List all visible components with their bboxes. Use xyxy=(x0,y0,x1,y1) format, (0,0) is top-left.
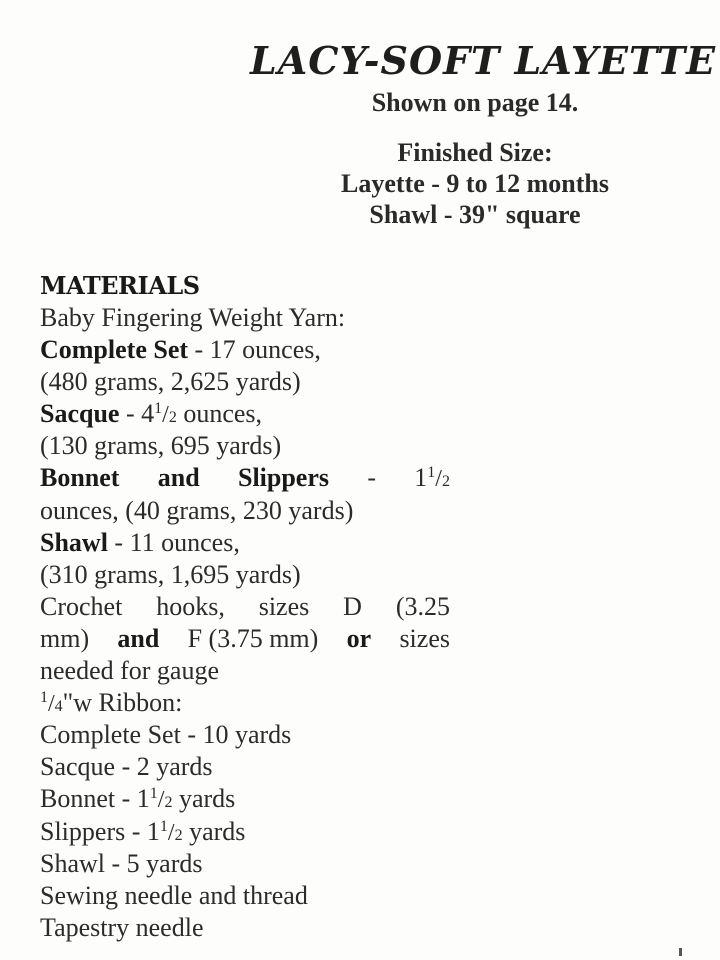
ribbon-slippers xyxy=(40,816,460,848)
finished-size-shawl: Shawl - 39" square xyxy=(369,200,581,229)
bonnet-dash: - xyxy=(367,463,376,493)
hooks-line-2 xyxy=(40,623,450,655)
shawl-label: Shawl xyxy=(40,527,108,557)
bonnet-amount xyxy=(414,462,450,494)
slippers-label: Slippers xyxy=(237,463,330,493)
bonnet-fraction-denominator: 2 xyxy=(441,473,450,491)
ribbon-bonnet xyxy=(40,783,460,815)
complete-set-label: Complete Set xyxy=(40,335,189,365)
hooks-or: or xyxy=(346,623,372,653)
hooks-word: Crochet xyxy=(40,591,123,621)
finished-size-layette: Layette - 9 to 12 months xyxy=(341,169,609,198)
ribbon-label: "w Ribbon: xyxy=(62,688,183,718)
sacque-fraction-numerator: 1 xyxy=(154,400,163,418)
hooks-and: and xyxy=(117,623,160,653)
bonnet-slippers-line xyxy=(40,462,450,494)
ribbon-bonnet-a: Bonnet - 1 xyxy=(40,784,150,814)
shawl-detail: (310 grams, 1,695 yards) xyxy=(40,559,301,589)
ribbon-complete-set: Complete Set - 10 yards xyxy=(40,720,292,750)
shawl-amount: - 11 ounces, xyxy=(107,527,240,557)
ribbon-shawl: Shawl - 5 yards xyxy=(40,848,203,878)
tapestry-needle: Tapestry needle xyxy=(40,912,204,942)
hooks-word: hooks, xyxy=(156,591,225,621)
yarn-type: Baby Fingering Weight Yarn: xyxy=(40,303,346,332)
sacque-detail: (130 grams, 695 yards) xyxy=(40,431,282,461)
materials-heading: MATERIALS xyxy=(40,271,200,300)
ribbon-slippers-numerator: 1 xyxy=(159,817,168,835)
ribbon-line xyxy=(40,687,460,719)
shawl-line xyxy=(40,527,460,559)
bonnet-amount-whole: 1 xyxy=(414,463,428,493)
ribbon-sacque: Sacque - 2 yards xyxy=(40,752,213,782)
ribbon-slippers-a: Slippers - 1 xyxy=(40,816,160,846)
sacque-line xyxy=(40,398,460,430)
ribbon-bonnet-numerator: 1 xyxy=(149,785,158,803)
fraction-slash: / xyxy=(167,819,175,846)
bonnet-and-label: and xyxy=(157,463,200,493)
fraction-slash: / xyxy=(48,691,55,718)
hooks-line-3: needed for gauge xyxy=(40,656,220,686)
fraction-slash: / xyxy=(157,787,165,814)
ribbon-fraction-numerator: 1 xyxy=(40,689,48,707)
hooks-word: sizes xyxy=(258,591,310,621)
hooks-word: D xyxy=(343,591,362,621)
bonnet-label: Bonnet xyxy=(40,463,120,493)
materials-section xyxy=(40,270,460,944)
finished-size-heading: Finished Size: xyxy=(397,138,553,167)
complete-set-line xyxy=(40,334,460,366)
ribbon-slippers-b: yards xyxy=(182,816,246,846)
sacque-amount-whole: - 4 xyxy=(119,399,155,429)
pattern-title: LACY-SOFT LAYETTE xyxy=(250,38,717,83)
hooks-line-1 xyxy=(40,591,450,623)
fraction-slash: / xyxy=(162,402,169,429)
ribbon-fraction-denominator: 4 xyxy=(54,698,63,716)
yarn-line xyxy=(40,302,460,334)
hooks-word: (3.25 xyxy=(395,591,450,621)
fraction-slash: / xyxy=(435,466,442,493)
print-mark xyxy=(679,948,682,956)
ribbon-bonnet-denominator: 2 xyxy=(164,794,173,812)
ribbon-slippers-denominator: 2 xyxy=(174,826,183,844)
sewing-needle: Sewing needle and thread xyxy=(40,880,308,910)
hooks-size-c: sizes xyxy=(399,623,450,653)
ribbon-bonnet-b: yards xyxy=(172,784,236,814)
complete-set-amount: - 17 ounces, xyxy=(188,335,321,365)
sacque-amount-rest: ounces, xyxy=(176,399,263,429)
shown-on-page: Shown on page 14. xyxy=(371,88,579,117)
hooks-size-b: F (3.75 mm) xyxy=(187,623,319,653)
bonnet-slippers-detail: ounces, (40 grams, 230 yards) xyxy=(40,495,354,525)
complete-set-detail: (480 grams, 2,625 yards) xyxy=(40,367,301,397)
hooks-size-a: mm) xyxy=(40,623,90,653)
sacque-fraction-denominator: 2 xyxy=(168,409,177,427)
bonnet-fraction-numerator: 1 xyxy=(427,464,436,482)
sacque-label: Sacque xyxy=(40,399,120,429)
